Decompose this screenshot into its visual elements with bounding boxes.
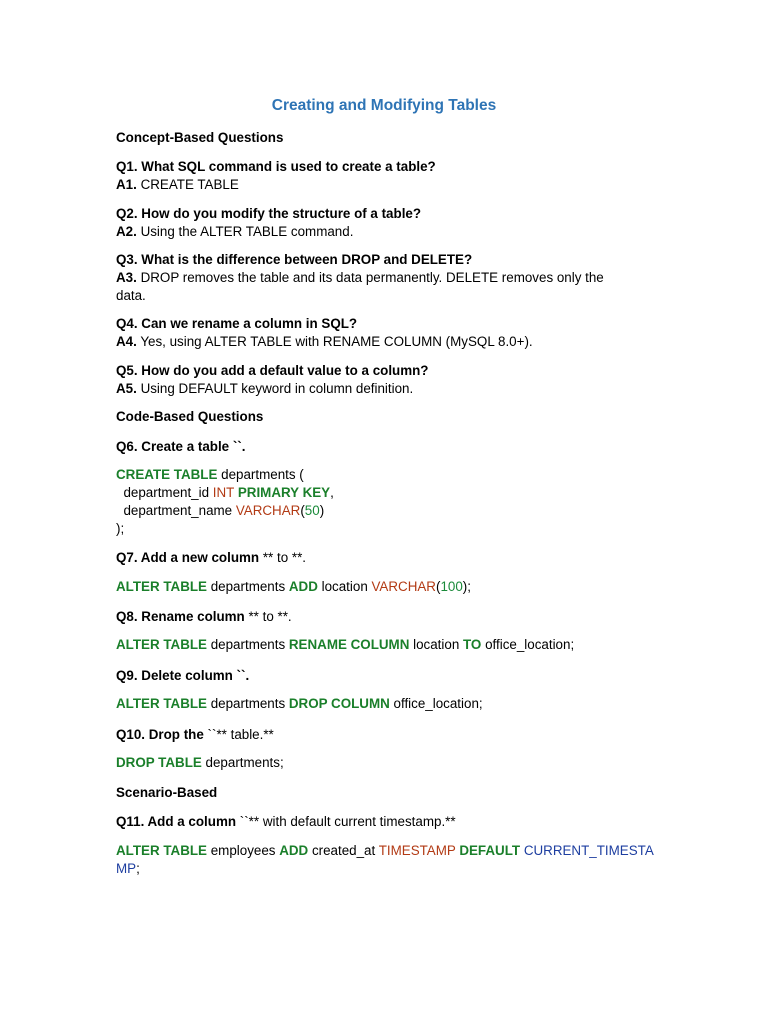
- answer-label: A5.: [116, 381, 137, 396]
- question-q9: Q9. Delete column ``.: [116, 668, 250, 683]
- sql-text: (: [300, 503, 305, 518]
- sql-type: TIMESTAMP: [378, 843, 456, 858]
- sql-text: location: [317, 579, 372, 594]
- question-q10: [116, 726, 274, 744]
- sql-keyword: CREATE TABLE: [116, 467, 218, 482]
- sql-constant: MP: [116, 861, 137, 876]
- sql-text: created_at: [308, 843, 379, 858]
- code-line: [116, 636, 574, 654]
- sql-number: 100: [440, 579, 463, 594]
- code-line: [116, 695, 483, 713]
- page-title: Creating and Modifying Tables: [271, 97, 497, 114]
- question-text-plain: ``** with default current timestamp.**: [239, 814, 456, 829]
- code-line: );: [116, 521, 125, 536]
- answer-a3: [116, 269, 604, 287]
- question-text: Q11. Add a column: [116, 814, 240, 829]
- sql-keyword: ADD: [288, 579, 318, 594]
- question-q7: [116, 549, 306, 567]
- section-heading-scenario: Scenario-Based: [116, 785, 218, 800]
- answer-label: A1.: [116, 177, 137, 192]
- sql-keyword: DROP TABLE: [116, 755, 202, 770]
- question-text: Q7. Add a new column: [116, 550, 263, 565]
- sql-text: department_id: [116, 485, 213, 500]
- sql-type: INT: [212, 485, 235, 500]
- question-text: Q8. Rename column: [116, 609, 249, 624]
- sql-text: departments: [207, 579, 289, 594]
- question-q11: [116, 813, 456, 831]
- sql-type: VARCHAR: [371, 579, 436, 594]
- section-heading-code: Code-Based Questions: [116, 409, 264, 424]
- code-line: [116, 466, 304, 484]
- sql-text: departments: [207, 637, 289, 652]
- answer-a2: [116, 223, 353, 241]
- answer-label: A4.: [116, 334, 137, 349]
- sql-text: office_location;: [389, 696, 483, 711]
- answer-text: Using DEFAULT keyword in column definition.: [136, 381, 414, 396]
- answer-text: Using the ALTER TABLE command.: [136, 224, 354, 239]
- question-text: Q10. Drop the: [116, 727, 208, 742]
- answer-a3-continued: data.: [116, 288, 146, 303]
- code-line: [116, 578, 471, 596]
- question-q1: Q1. What SQL command is used to create a table?: [116, 159, 436, 174]
- sql-keyword: TO: [463, 637, 482, 652]
- question-q5: Q5. How do you add a default value to a column?: [116, 363, 429, 378]
- sql-text: departments: [207, 696, 289, 711]
- answer-text: Yes, using ALTER TABLE with RENAME COLUMN (MySQL 8.0+).: [136, 334, 533, 349]
- sql-constant: CURRENT_TIMESTA: [523, 843, 654, 858]
- sql-text: ,: [330, 485, 334, 500]
- question-q3: Q3. What is the difference between DROP and DELETE?: [116, 252, 473, 267]
- question-q2: Q2. How do you modify the structure of a table?: [116, 206, 422, 221]
- sql-keyword: ADD: [279, 843, 309, 858]
- answer-text: CREATE TABLE: [136, 177, 239, 192]
- question-q6: Q6. Create a table ``.: [116, 439, 246, 454]
- sql-keyword: ALTER TABLE: [116, 843, 207, 858]
- question-text-plain: ** to **.: [262, 550, 307, 565]
- sql-text: office_location;: [481, 637, 575, 652]
- answer-label: A2.: [116, 224, 137, 239]
- question-text-plain: ``** table.**: [207, 727, 274, 742]
- sql-keyword: ALTER TABLE: [116, 696, 207, 711]
- question-text-plain: ** to **.: [248, 609, 292, 624]
- sql-keyword: PRIMARY KEY: [237, 485, 331, 500]
- sql-keyword: ALTER TABLE: [116, 637, 207, 652]
- sql-text: (: [435, 579, 441, 594]
- code-line: [116, 860, 140, 878]
- sql-text: location: [409, 637, 463, 652]
- sql-text: departments;: [201, 755, 284, 770]
- code-line: [116, 754, 284, 772]
- question-q4: Q4. Can we rename a column in SQL?: [116, 316, 358, 331]
- sql-keyword: DROP COLUMN: [288, 696, 390, 711]
- sql-text: departments (: [217, 467, 304, 482]
- code-line: [116, 502, 324, 520]
- sql-text: ): [319, 503, 325, 518]
- sql-keyword: DEFAULT: [459, 843, 521, 858]
- sql-type: VARCHAR: [235, 503, 301, 518]
- answer-a4: [116, 333, 533, 351]
- answer-text: DROP removes the table and its data permanently. DELETE removes only the: [136, 270, 604, 285]
- answer-label: A3.: [116, 270, 137, 285]
- code-line: [116, 842, 654, 860]
- sql-number: 50: [304, 503, 320, 518]
- sql-text: ;: [136, 861, 140, 876]
- answer-a5: [116, 380, 413, 398]
- sql-text: employees: [207, 843, 280, 858]
- answer-a1: [116, 176, 239, 194]
- sql-keyword: ALTER TABLE: [116, 579, 207, 594]
- sql-text: department_name: [116, 503, 236, 518]
- code-line: [116, 484, 334, 502]
- section-heading-concept: Concept-Based Questions: [116, 130, 284, 145]
- question-q8: [116, 608, 292, 626]
- sql-keyword: RENAME COLUMN: [288, 637, 410, 652]
- sql-text: );: [462, 579, 471, 594]
